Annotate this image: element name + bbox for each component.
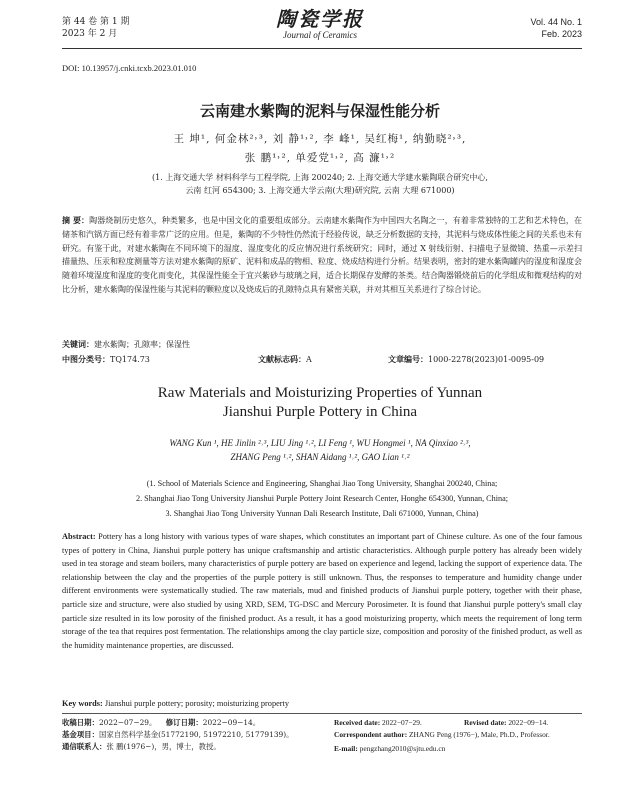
footnote-divider (62, 713, 582, 714)
doi: DOI: 10.13957/j.cnki.tcxb.2023.01.010 (62, 63, 197, 73)
revised-en (464, 717, 548, 729)
title-en-line1: Raw Materials and Moisturizing Properties of Yunnan (157, 385, 483, 401)
fund-row (62, 729, 322, 741)
authors-en (80, 436, 560, 464)
corresponding-cn-value: 张 鹏(1976−)，男，博士，教授。 (106, 742, 221, 751)
affiliations-en (62, 476, 582, 521)
journal-masthead (250, 8, 390, 41)
received-en-label: Received date: (334, 718, 381, 727)
keywords-cn (62, 339, 190, 350)
clc-number (62, 354, 150, 365)
abstract-cn (62, 214, 582, 297)
abstract-en-label: Abstract: (62, 532, 96, 541)
journal-issue-en (530, 16, 582, 40)
email-row (334, 743, 584, 755)
clc-value: TQ174.73 (110, 355, 150, 364)
received-cn-value: 2022−07−29。 (98, 718, 157, 727)
keywords-en (62, 699, 289, 708)
authors-en-line2: ZHANG Peng ¹˒², SHAN Aidang ¹˒², GAO Lian ¹˒² (230, 452, 410, 462)
corresponding-cn-label: 通信联系人： (62, 742, 107, 751)
affiliation-cn-line1: (1. 上海交通大学 材料科学与工程学院, 上海 200240; 2. 上海交通大学建水紫陶联合研究中心, (152, 173, 488, 182)
abstract-en (62, 530, 582, 652)
fund-label: 基金项目： (62, 730, 99, 739)
revised-en-label: Revised date: (464, 718, 507, 727)
header-divider (62, 48, 582, 49)
article-number-value: 1000-2278(2023)01-0095-09 (428, 355, 545, 364)
authors-cn-line2: 张 鹏¹˒², 单爱党¹˒², 高 濂¹˒² (244, 152, 396, 164)
revised-cn-label: 修订日期： (165, 718, 203, 727)
dates-en-row (334, 717, 584, 729)
email-label: E-mail: (334, 744, 358, 753)
received-en-value: 2022−07−29. (382, 718, 422, 727)
journal-name-en: Journal of Ceramics (283, 30, 357, 40)
affiliation-cn-line2: 云南 红河 654300; 3. 上海交通大学云南(大理)研究院, 云南 大理 671000) (185, 186, 455, 195)
footnote-en (334, 717, 584, 755)
revised-en-value: 2022−09−14. (508, 718, 549, 727)
affiliation-en-line3: 3. Shanghai Jiao Tong University Yunnan Dali Research Institute, Dali 671000, Yunnan, China) (165, 509, 479, 518)
affiliation-en-line2: 2. Shanghai Jiao Tong University Jianshui Purple Pottery Joint Research Center, Honghe 654300, Yunnan, China; (135, 494, 509, 503)
date-en: Feb. 2023 (541, 29, 582, 39)
title-en (0, 384, 640, 422)
article-number-label: 文章编号： (388, 354, 428, 364)
document-code-value: A (306, 355, 312, 364)
affiliation-en-line1: (1. School of Materials Science and Engineering, Shanghai Jiao Tong University, Shanghai 200240, China; (146, 479, 498, 488)
document-code (258, 354, 312, 365)
corresponding-en-row (334, 729, 584, 741)
authors-en-line1: WANG Kun ¹, HE Jinlin ²˒³, LIU Jing ¹˒², LI Feng ¹, WU Hongmei ¹, NA Qinxiao ²˒³, (169, 438, 471, 448)
keywords-en-label: Key words: (62, 699, 103, 708)
email-value[interactable]: pengzhang2010@sjtu.edu.cn (359, 744, 446, 753)
corresponding-en-value: ZHANG Peng (1976−), Male, Ph.D., Professor. (409, 730, 550, 739)
corresponding-en-label: Correspondent author: (334, 730, 408, 739)
received-cn-label: 收稿日期： (62, 718, 99, 727)
journal-issue-cn (62, 16, 129, 40)
keywords-cn-text: 建水紫陶；孔隙率；保湿性 (94, 340, 190, 349)
fund-value: 国家自然科学基金(51772190, 51972210, 51779139)。 (98, 730, 294, 739)
dates-cn-row (62, 717, 322, 729)
title-cn: 云南建水紫陶的泥料与保湿性能分析 (199, 102, 440, 120)
article-number (388, 354, 544, 365)
abstract-cn-label: 摘 要： (62, 215, 90, 225)
journal-logo: 陶瓷学报 (276, 7, 364, 31)
keywords-cn-label: 关键词： (62, 339, 94, 349)
authors-cn-line1: 王 坤¹, 何金林²˒³, 刘 静¹˒², 李 峰¹, 吴红梅¹, 纳勤晓²˒³, (173, 133, 467, 145)
authors-cn (110, 130, 530, 168)
corresponding-cn-row (62, 741, 322, 753)
footnote-cn (62, 717, 322, 753)
volume-issue-en: Vol. 44 No. 1 (530, 17, 582, 27)
revised-cn-value: 2022−09−14。 (202, 718, 261, 727)
abstract-en-text: Pottery has a long history with various types of ware shapes, which constitutes an important part of Chinese culture. As one of the four famous types of pottery in China, Jianshui purple pottery has unique craftsmanship and artistic characteristics. Although purple pottery has already been widely used in tea storage and steam boilers, many characteristics of purple pottery are based on experience and legend, lacking the support of experience data. The relationship between the clay and the properties of the purple pottery is still unknown. Thus, the responses to temperature and humidity change under different environments were systematically studied. The raw materials, mud and finished products of Jianshui purple pottery, together with their phase, particle size and structure, were also studied by using XRD, SEM, TG-DSC and Mercury Porosimeter. It is found that Jianshui purple pottery's small clay particle size resulted in its low porosity of the finished product. As a result, it has a good moisturizing property, which meets the requirement of long term storage of the tea that requires post fermentation. The relationships among the clay particle size, composition and porosity of the finished product, as well as the humidity maintenance properties, are discussed. (62, 532, 582, 650)
clc-label: 中图分类号： (62, 354, 110, 364)
title-en-line2: Jianshui Purple Pottery in China (222, 404, 418, 420)
date-cn: 2023 年 2 月 (62, 29, 118, 39)
keywords-en-text: Jianshui purple pottery; porosity; moisturizing property (104, 699, 289, 708)
affiliations-cn (100, 171, 540, 197)
volume-issue-cn: 第 44 卷 第 1 期 (62, 17, 130, 27)
abstract-cn-text: 陶器烧制历史悠久，种类繁多，也是中国文化的重要组成部分。云南建水紫陶作为中国四大名陶之一，有着非常独特的工艺和艺术特色，在储茶和汽锅方面已经有着非常广泛的应用。但是，紫陶的不少特性仍然流于经验传说，缺乏分析数据的支持，其泥料与烧成体性能之间的关系也未有研究。有鉴于此，对建水紫陶在不同环境下的湿度、湿度变化的反应情况进行系统研究；同时，通过 X 射线衍射、扫描电子显微镜、热重—示差扫描量热、压汞和粒度测量等方法对建水紫陶的原矿、泥料和成品的物相、粒度、烧成结构进行分析。结果表明，密封的建水紫陶罐内的湿度和湿度会随着环境湿度和湿度的变化而变化，其保湿性能全于宜兴紫砂与玻璃之间，适合长期保存发酵的茶类。结合陶器锻烧前后的化学组成和微观结构的对比分析，建水紫陶的保湿性能与其泥料的颗粒度以及烧成后的孔隙特点具有紧密关联，并对其相互关系进行了综合讨论。 (62, 216, 582, 294)
document-code-label: 文献标志码： (258, 354, 306, 364)
